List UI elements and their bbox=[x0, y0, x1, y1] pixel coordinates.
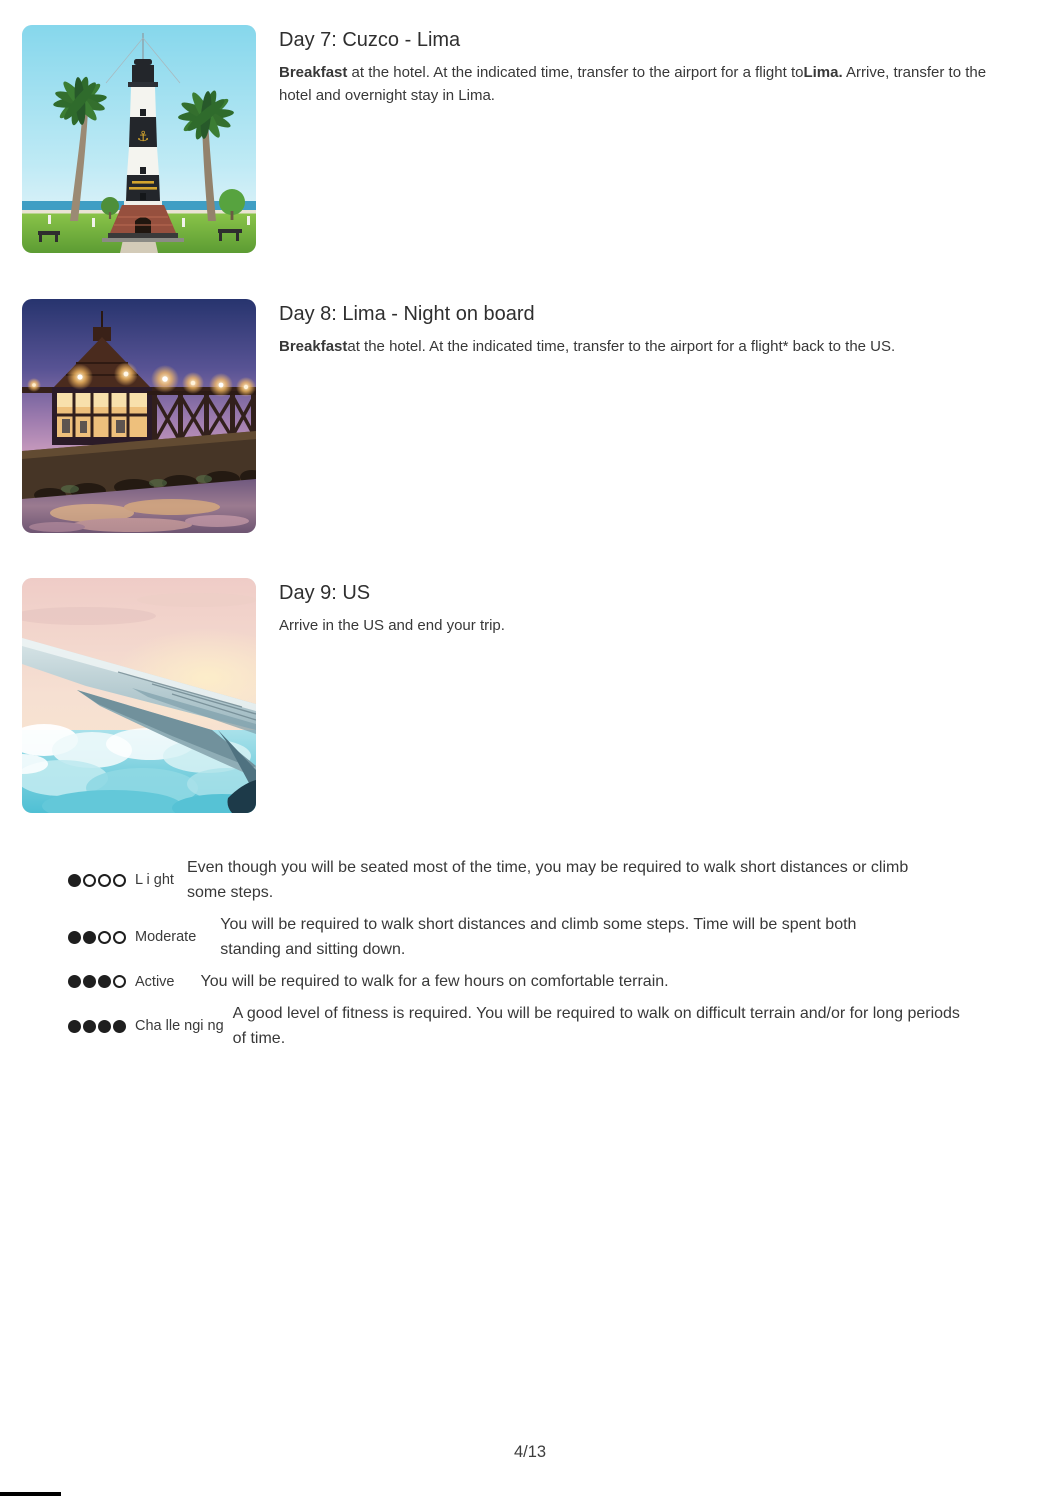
empty-dot-icon bbox=[113, 931, 126, 944]
difficulty-dots-icon bbox=[68, 1020, 128, 1033]
filled-dot-icon bbox=[83, 931, 96, 944]
activity-level-legend bbox=[68, 855, 1060, 1051]
legend-key-active bbox=[68, 974, 175, 990]
legend-label: Cha lle ngi ng bbox=[135, 1018, 224, 1034]
difficulty-dots-icon bbox=[68, 931, 128, 944]
empty-dot-icon bbox=[98, 931, 111, 944]
day-8-photo bbox=[22, 299, 256, 533]
legend-row-moderate bbox=[68, 912, 1060, 962]
filled-dot-icon bbox=[68, 975, 81, 988]
lighthouse-illustration bbox=[22, 25, 256, 253]
day-8-content bbox=[279, 299, 1020, 358]
empty-dot-icon bbox=[113, 874, 126, 887]
legend-description: You will be required to walk short distances and climb some steps. Time will be spent both standing and sitting down. bbox=[220, 916, 857, 958]
day-7-content bbox=[279, 25, 1020, 107]
legend-label: Active bbox=[135, 973, 175, 990]
empty-dot-icon bbox=[98, 874, 111, 887]
day-9-section bbox=[22, 578, 1020, 813]
legend-key-challenging bbox=[68, 1018, 224, 1034]
legend-row-challenging bbox=[68, 1001, 1060, 1051]
empty-dot-icon bbox=[83, 874, 96, 887]
day-9-title: Day 9: US bbox=[279, 582, 371, 604]
filled-dot-icon bbox=[68, 931, 81, 944]
legend-label: Moderate bbox=[135, 929, 197, 945]
day-9-photo bbox=[22, 578, 256, 813]
day-8-title: Day 8: Lima - Night on board bbox=[279, 303, 535, 325]
day-9-content bbox=[279, 578, 1020, 637]
day-7-title: Day 7: Cuzco - Lima bbox=[279, 29, 461, 51]
filled-dot-icon bbox=[113, 1020, 126, 1033]
difficulty-dots-icon bbox=[68, 874, 128, 887]
empty-dot-icon bbox=[113, 975, 126, 988]
page-number: 4/13 bbox=[513, 1443, 547, 1461]
footer-rule bbox=[0, 1492, 61, 1496]
legend-row-active bbox=[68, 969, 1060, 994]
legend-row-light bbox=[68, 855, 1060, 905]
day-7-description: Breakfast at the hotel. At the indicated time, transfer to the airport for a flight toLima. Arrive, transfer to the hotel and overnight stay in Lima. bbox=[279, 64, 987, 104]
airplane-wing-illustration bbox=[22, 578, 256, 813]
day-7-section bbox=[22, 0, 1020, 253]
legend-description: Even though you will be seated most of the time, you may be required to walk short distances or climb some steps. bbox=[186, 859, 909, 901]
svg-text:⚓: ⚓ bbox=[136, 129, 150, 145]
legend-key-moderate bbox=[68, 929, 196, 945]
night-pier-illustration bbox=[22, 299, 256, 533]
legend-label: L i ght bbox=[135, 872, 174, 888]
filled-dot-icon bbox=[68, 874, 81, 887]
filled-dot-icon bbox=[83, 975, 96, 988]
legend-description: A good level of fitness is required. You will be required to walk on difficult terrain and/or for long periods of time. bbox=[232, 1005, 960, 1047]
difficulty-dots-icon bbox=[68, 975, 128, 988]
day-7-photo bbox=[22, 25, 256, 253]
day-9-description: Arrive in the US and end your trip. bbox=[279, 617, 505, 634]
filled-dot-icon bbox=[98, 1020, 111, 1033]
filled-dot-icon bbox=[68, 1020, 81, 1033]
day-8-description: Breakfastat the hotel. At the indicated time, transfer to the airport for a flight* back to the US. bbox=[279, 338, 896, 355]
filled-dot-icon bbox=[83, 1020, 96, 1033]
day-8-section bbox=[22, 299, 1020, 533]
legend-description: You will be required to walk for a few hours on comfortable terrain. bbox=[200, 973, 669, 990]
legend-key-light bbox=[68, 872, 174, 888]
filled-dot-icon bbox=[98, 975, 111, 988]
